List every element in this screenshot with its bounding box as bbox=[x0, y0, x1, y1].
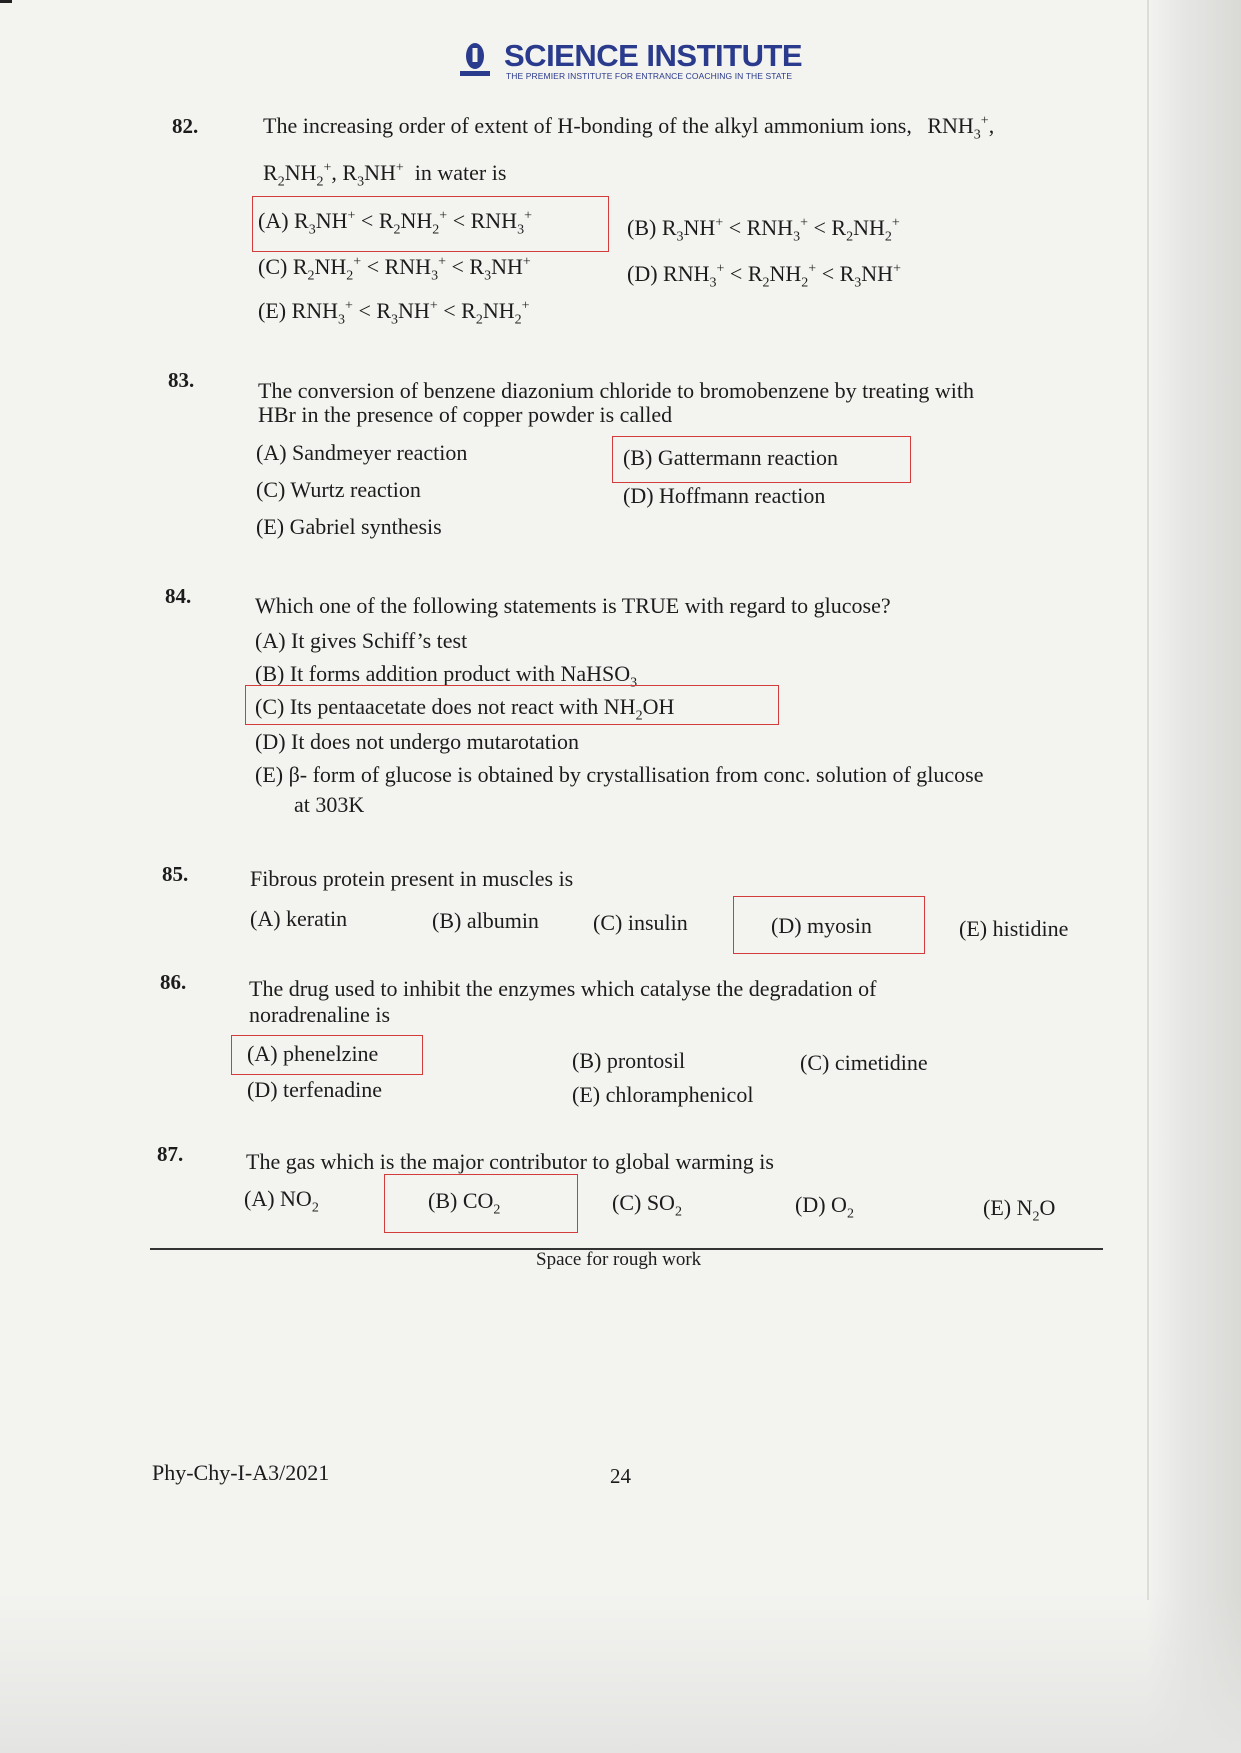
page-edge-shadow bbox=[1146, 0, 1241, 1753]
question-83-option-b: (B) Gattermann reaction bbox=[623, 445, 839, 470]
question-87-option-b: (B) $CO_2$ bbox=[428, 1188, 501, 1218]
option-label: (B) bbox=[627, 215, 657, 240]
question-85-option-b: (B) albumin bbox=[432, 908, 539, 933]
question-84-option-a: (A) It gives Schiff’s test bbox=[255, 628, 468, 653]
question-82-option-e: (E) $RNH_3^+ < R_3NH^+ < R_2NH_2^+$ bbox=[258, 298, 530, 328]
question-84-option-e-line1: (E) β- form of glucose is obtained by crystallisation from conc. solution of glucose bbox=[255, 762, 984, 787]
question-82-stem-line2: $R_2NH_2^+$, $R_3NH^+$ in water is bbox=[263, 160, 507, 190]
question-number: 84. bbox=[165, 584, 192, 608]
question-85-option-c: (C) insulin bbox=[593, 910, 688, 935]
option-text: (A) NO bbox=[244, 1186, 312, 1211]
question-86-option-e: (E) chloramphenicol bbox=[572, 1082, 754, 1107]
option-text: (D) O bbox=[795, 1192, 847, 1217]
scan-mark bbox=[0, 0, 12, 3]
question-82-option-b: (B) $R_3NH^+ < RNH_3^+ < R_2NH_2^+$ bbox=[627, 215, 900, 245]
question-84-stem-line1: Which one of the following statements is TRUE with regard to glucose? bbox=[255, 593, 891, 618]
question-83-stem-line1: The conversion of benzene diazonium chloride to bromobenzene by treating with bbox=[258, 378, 974, 403]
page-number: 24 bbox=[610, 1464, 631, 1488]
question-82-stem-line1: The increasing order of extent of H-bonding of the alkyl ammonium ions, bbox=[263, 113, 912, 138]
institute-logo-icon bbox=[458, 40, 492, 80]
question-number: 86. bbox=[160, 970, 187, 994]
question-85-stem-line1: Fibrous protein present in muscles is bbox=[250, 866, 574, 891]
question-83-stem-line2: HBr in the presence of copper powder is called bbox=[258, 402, 673, 427]
option-text: (C) Its pentaacetate does not react with NH bbox=[255, 694, 636, 719]
question-82-option-d: (D) $RNH_3^+ < R_2NH_2^+ < R_3NH^+$ bbox=[627, 261, 901, 291]
question-number: 83. bbox=[168, 368, 195, 392]
question-86-option-b: (B) prontosil bbox=[572, 1048, 686, 1073]
institute-tagline: THE PREMIER INSTITUTE FOR ENTRANCE COACHING IN THE STATE bbox=[506, 71, 793, 81]
question-82-option-a: (A) $R_3NH^+ < R_2NH_2^+ < RNH_3^+$ bbox=[258, 208, 532, 238]
paper-code: Phy-Chy-I-A3/2021 bbox=[152, 1460, 330, 1485]
option-label: (C) bbox=[258, 254, 288, 279]
question-82-option-c: (C) $R_2NH_2^+ < RNH_3^+ < R_3NH^+$ bbox=[258, 254, 531, 284]
question-84-option-e-line2: at 303K bbox=[294, 792, 365, 817]
option-text: (B) CO bbox=[428, 1188, 494, 1213]
question-86-option-c: (C) cimetidine bbox=[800, 1050, 928, 1075]
option-label: (D) bbox=[627, 261, 658, 286]
rough-work-label: Space for rough work bbox=[536, 1249, 702, 1270]
question-87-option-e: (E) $N_2O$ bbox=[983, 1195, 1056, 1225]
question-85-option-e: (E) histidine bbox=[959, 916, 1069, 941]
question-86-stem-line1: The drug used to inhibit the enzymes which catalyse the degradation of bbox=[249, 976, 877, 1001]
question-83-option-a: (A) Sandmeyer reaction bbox=[256, 440, 468, 465]
question-87-option-a: (A) $NO_2$ bbox=[244, 1186, 319, 1216]
question-86-option-a: (A) phenelzine bbox=[247, 1041, 379, 1066]
question-number: 82. bbox=[172, 114, 199, 138]
question-84-option-d: (D) It does not undergo mutarotation bbox=[255, 729, 580, 754]
page-edge-line bbox=[1147, 0, 1149, 1600]
question-83-option-e: (E) Gabriel synthesis bbox=[256, 514, 442, 539]
question-86-stem-line2: noradrenaline is bbox=[249, 1002, 391, 1027]
option-label: (A) bbox=[258, 208, 289, 233]
question-82-stem: The increasing order of extent of H-bonding of the alkyl ammonium ions, $RNH_3^+$, bbox=[263, 113, 995, 143]
institute-header bbox=[458, 38, 818, 84]
question-84-option-c: (C) Its pentaacetate does not react with $NH_2OH$ bbox=[255, 694, 675, 724]
question-83-option-d: (D) Hoffmann reaction bbox=[623, 483, 826, 508]
question-87-option-d: (D) $O_2$ bbox=[795, 1192, 854, 1222]
option-text: (C) SO bbox=[612, 1190, 675, 1215]
question-87-option-c: (C) $SO_2$ bbox=[612, 1190, 682, 1220]
question-number: 87. bbox=[157, 1142, 184, 1166]
question-number: 85. bbox=[162, 862, 189, 886]
institute-name: SCIENCE INSTITUTE bbox=[504, 38, 803, 73]
question-83-option-c: (C) Wurtz reaction bbox=[256, 477, 421, 502]
question-87-stem-line1: The gas which is the major contributor to global warming is bbox=[246, 1149, 774, 1174]
question-82-stem-suffix: in water is bbox=[414, 160, 507, 185]
question-85-option-a: (A) keratin bbox=[250, 906, 348, 931]
option-text: (E) N bbox=[983, 1195, 1033, 1220]
option-text: (B) It forms addition product with NaHSO bbox=[255, 661, 631, 686]
option-label: (E) bbox=[258, 298, 287, 323]
question-84-option-b: (B) It forms addition product with NaHSO$_3$ bbox=[255, 661, 638, 691]
question-86-option-d: (D) terfenadine bbox=[247, 1077, 382, 1102]
question-85-option-d: (D) myosin bbox=[771, 913, 872, 938]
page-bottom-shadow bbox=[0, 1593, 1241, 1753]
